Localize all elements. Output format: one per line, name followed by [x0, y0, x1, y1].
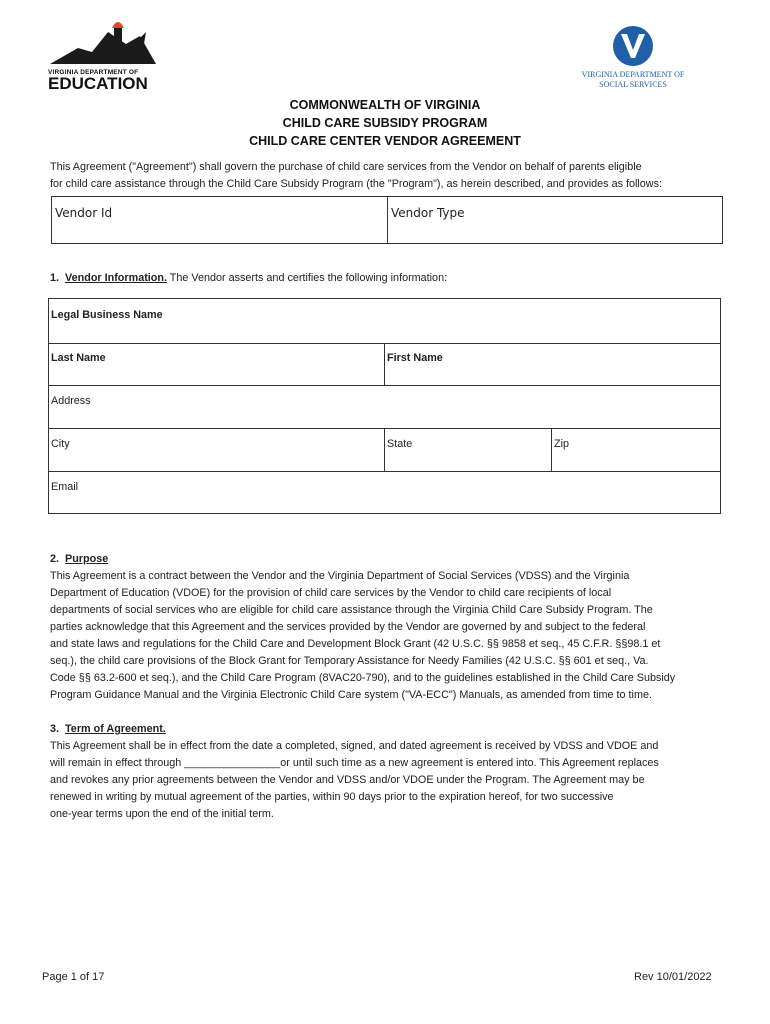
revision-date: Rev 10/01/2022: [634, 971, 712, 983]
vdss-v-icon: [611, 24, 655, 68]
section1-number: 1.: [50, 272, 60, 284]
section2-line: This Agreement is a contract between the Vendor and the Virginia Department of Social Services (VDSS) and the Virginia: [50, 570, 630, 582]
last-name-field[interactable]: Last Name: [51, 352, 106, 364]
vendor-info-table: [48, 298, 721, 514]
vendor-id-label[interactable]: Vendor Id: [55, 206, 113, 220]
section2-line: departments of social services who are eligible for child care assistance through the Virginia Child Care Subsidy Program. The: [50, 604, 653, 616]
state-field[interactable]: State: [387, 438, 413, 450]
intro-line1: This Agreement ("Agreement") shall govern the purchase of child care services from the Vendor on behalf of parents eligible: [50, 161, 642, 173]
section2-line: Program Guidance Manual and the Virginia Electronic Child Care system ("VA-ECC") Manuals, as amended from time to time.: [50, 689, 652, 701]
page-number: Page 1 of 17: [42, 971, 105, 983]
section3-number: 3.: [50, 723, 60, 735]
section2-number: 2.: [50, 553, 60, 565]
vdoe-torch-mountain-icon: [48, 22, 158, 66]
section1-title: Vendor Information.: [65, 272, 167, 284]
vendor-box: [51, 196, 723, 244]
col-divider: [384, 343, 385, 385]
address-field[interactable]: Address: [51, 395, 91, 407]
vdoe-logo: [48, 22, 158, 93]
section3-line: This Agreement shall be in effect from the date a completed, signed, and dated agreement is received by VDSS and VDOE and: [50, 740, 659, 752]
section2-line: parties acknowledge that this Agreement and the services provided by the Vendor are governed by and subject to the federal: [50, 621, 646, 633]
title-line2: CHILD CARE SUBSIDY PROGRAM: [282, 116, 488, 130]
email-field[interactable]: Email: [51, 481, 78, 493]
title-line3: CHILD CARE CENTER VENDOR AGREEMENT: [249, 134, 521, 148]
section2-line: and state laws and regulations for the Child Care and Development Block Grant (42 U.S.C. §§ 9858 et seq., 45 C.F.R. §§98.1 et: [50, 638, 661, 650]
title-line1: COMMONWEALTH OF VIRGINIA: [289, 98, 481, 112]
vdss-logo-line1: VIRGINIA DEPARTMENT OF: [581, 70, 685, 79]
section1-text: The Vendor asserts and certifies the following information:: [167, 272, 448, 284]
vdss-logo-line2: SOCIAL SERVICES: [599, 80, 667, 89]
section2-line: Department of Education (VDOE) for the provision of child care services by the Vendor to child care recipients of local: [50, 587, 612, 599]
vdss-logo: [566, 24, 700, 92]
row-divider: [49, 471, 720, 472]
vdoe-logo-line2: EDUCATION: [48, 74, 148, 93]
legal-business-name-field[interactable]: Legal Business Name: [51, 309, 163, 321]
section2-line: seq.), the child care provisions of the Block Grant for Temporary Assistance for Needy Families (42 U.S.C. §§ 601 et seq., Va.: [50, 655, 649, 667]
section2-heading: [50, 551, 726, 568]
intro-line2: for child care assistance through the Child Care Subsidy Program (the "Program"), as herein described, and provides as follows:: [50, 178, 662, 190]
col-divider: [384, 428, 385, 471]
vdoe-logo-line1: VIRGINIA DEPARTMENT OF: [48, 69, 139, 76]
vendor-box-divider: [387, 197, 388, 243]
section1-heading: [50, 270, 726, 287]
city-field[interactable]: City: [51, 438, 70, 450]
section3-title: Term of Agreement.: [65, 723, 166, 735]
section3-line: renewed in writing by mutual agreement of the parties, within 90 days prior to the expiration hereof, for two successive: [50, 791, 614, 803]
section2-line: Code §§ 63.2-600 et seq.), and the Child Care Program (8VAC20-790), and to the guidelines established in the Child Care Subsidy: [50, 672, 676, 684]
col-divider: [551, 428, 552, 471]
first-name-field[interactable]: First Name: [387, 352, 443, 364]
section3-line: will remain in effect through ________________or until such time as a new agreement is entered into. This Agreement replaces: [50, 757, 659, 769]
zip-field[interactable]: Zip: [554, 438, 569, 450]
section2-title: Purpose: [65, 553, 109, 565]
section3-line: and revokes any prior agreements between the Vendor and VDSS and/or VDOE under the Program. The Agreement may be: [50, 774, 645, 786]
section3-line: one-year terms upon the end of the initial term.: [50, 808, 274, 820]
section3-heading: [50, 721, 726, 738]
vendor-type-label[interactable]: Vendor Type: [391, 206, 465, 220]
row-divider: [49, 385, 720, 386]
